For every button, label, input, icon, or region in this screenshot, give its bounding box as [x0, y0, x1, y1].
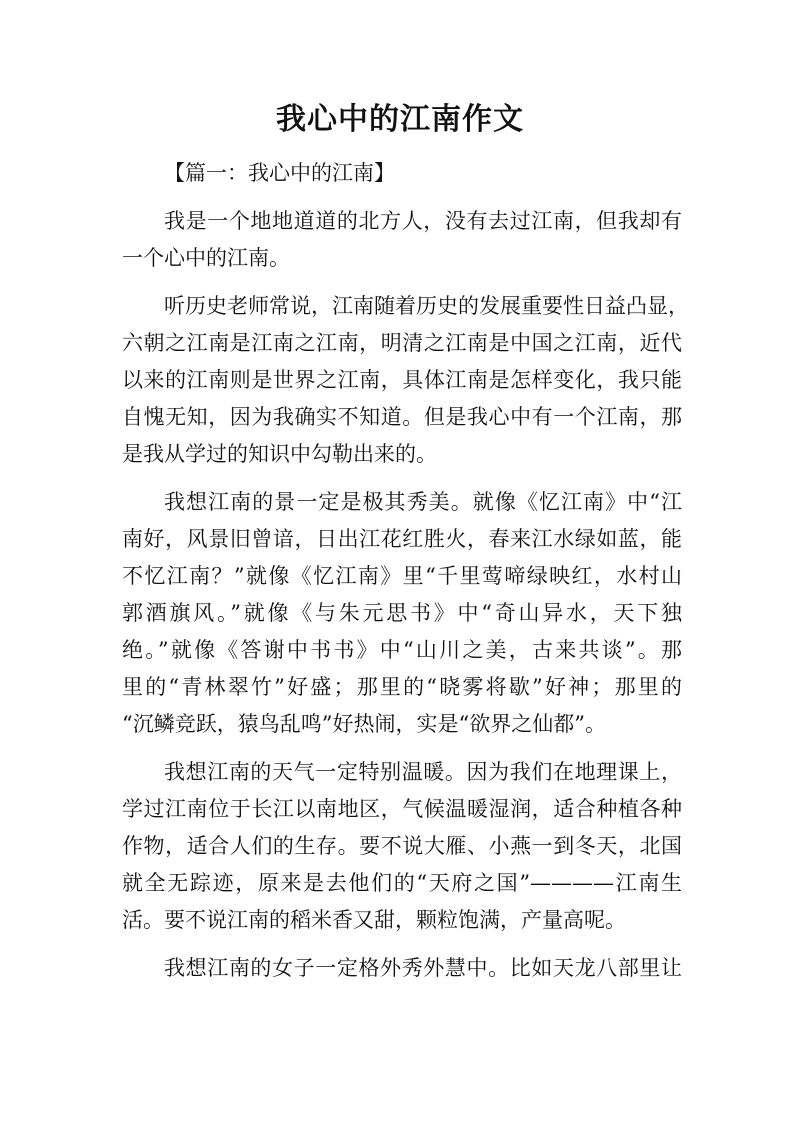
paragraph-line: 我想江南的天气一定特别温暖。因为我们在地理课上， [164, 760, 682, 784]
paragraph-line: 郭酒旗风。”就像《与朱元思书》中“奇山异水，天下独 [122, 601, 682, 625]
paragraph-line: 不忆江南？”就像《忆江南》里“千里莺啼绿映红，水村山 [122, 564, 682, 588]
paragraph-5 [122, 950, 682, 987]
paragraph-line: 我是一个地地道道的北方人，没有去过江南，但我却有 [164, 209, 682, 233]
paragraph-3 [122, 484, 682, 743]
paragraph-line: 学过江南位于长江以南地区，气候温暖湿润，适合种植各种 [122, 797, 682, 821]
paragraph-line: 是我从学过的知识中勾勒出来的。 [122, 442, 437, 466]
paragraph-1 [122, 203, 682, 277]
paragraph-line: 里的“青林翠竹”好盛；那里的“晓雾将歇”好神；那里的 [122, 675, 682, 699]
paragraph-line: “沉鳞竞跃，猿鸟乱鸣”好热闹，实是“欲界之仙都”。 [122, 712, 606, 736]
paragraph-line: 自愧无知，因为我确实不知道。但是我心中有一个江南，那 [122, 405, 682, 429]
paragraph-line: 我想江南的景一定是极其秀美。就像《忆江南》中“江 [164, 490, 682, 514]
paragraph-line: 作物，适合人们的生存。要不说大雁、小燕一到冬天，北国 [122, 834, 682, 858]
document-title: 我心中的江南作文 [276, 102, 524, 137]
paragraph-line: 六朝之江南是江南之江南，明清之江南是中国之江南，近代 [122, 331, 682, 355]
paragraph-line: 一个心中的江南。 [122, 246, 290, 270]
paragraph-2 [122, 288, 689, 473]
paragraph-line: 活。要不说江南的稻米香又甜，颗粒饱满，产量高呢。 [122, 908, 626, 932]
paragraph-line: 我想江南的女子一定格外秀外慧中。比如天龙八部里让 [164, 956, 682, 980]
paragraph-line: 就全无踪迹，原来是去他们的“天府之国”————江南生 [122, 871, 682, 895]
paragraph-line: 绝。”就像《答谢中书书》中“山川之美，古来共谈”。那 [122, 638, 682, 662]
section-header [122, 155, 682, 192]
paragraph-4 [122, 754, 682, 939]
document-body [122, 155, 689, 987]
paragraph-line: 南好，风景旧曾谙，日出江花红胜火，春来江水绿如蓝，能 [122, 527, 682, 551]
paragraph-line: 听历史老师常说，江南随着历史的发展重要性日益凸显， [164, 294, 689, 318]
paragraph-line: 以来的江南则是世界之江南，具体江南是怎样变化，我只能 [122, 368, 682, 392]
section-header-text: 【篇一：我心中的江南】 [164, 161, 395, 185]
